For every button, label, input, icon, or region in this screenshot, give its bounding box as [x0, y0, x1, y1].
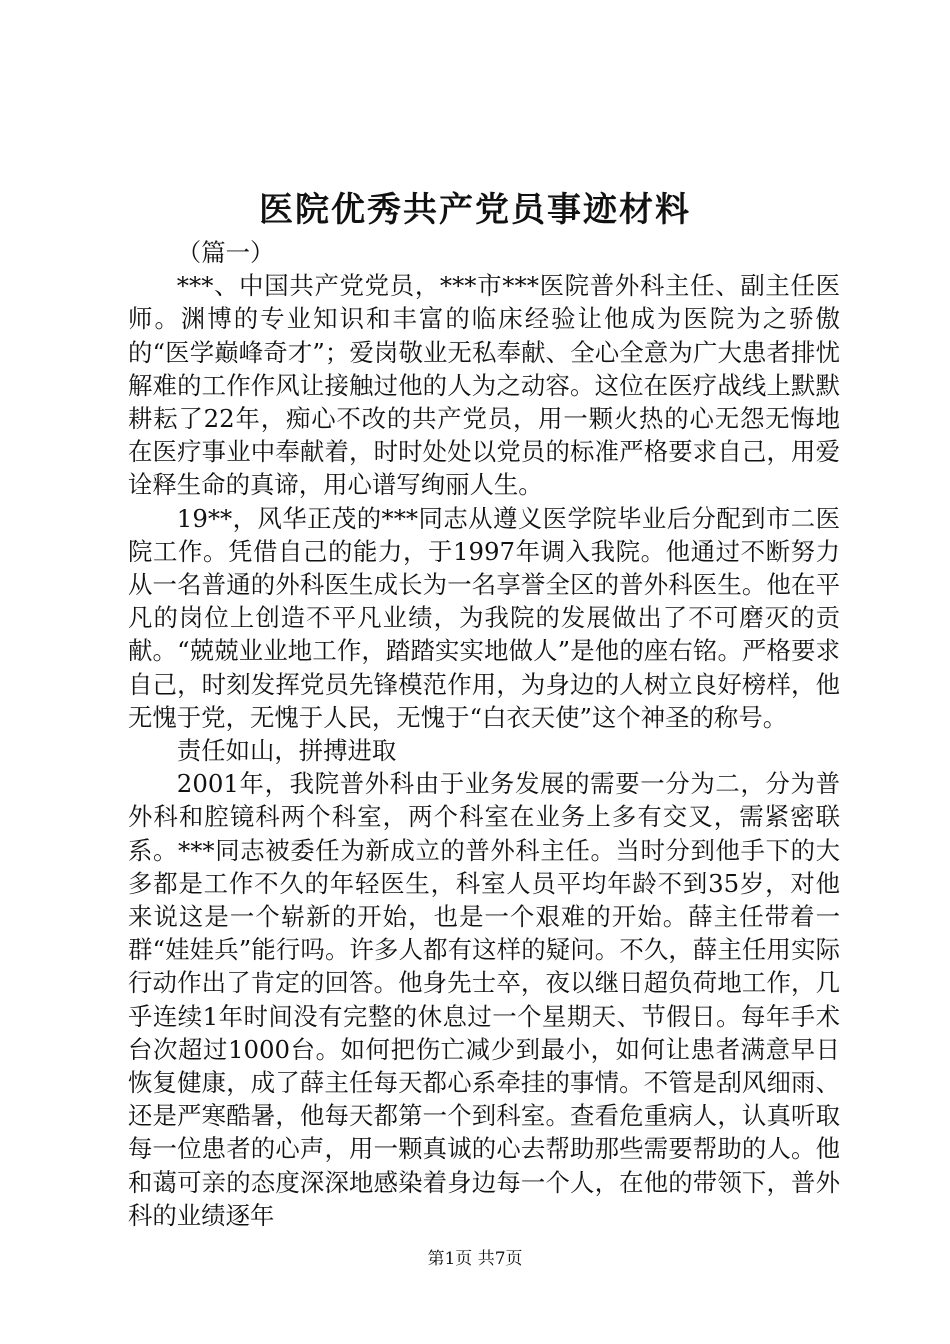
document-title: 医院优秀共产党员事迹材料	[259, 190, 691, 230]
paragraph-career: 19**，风华正茂的***同志从遵义医学院毕业后分配到市二医院工作。凭借自己的能力，于1997年调入我院。他通过不断努力从一名普通的外科医生成长为一名享誉全区的普外科医生。他在平凡的岗位上创造不平凡业绩，为我院的发展做出了不可磨灭的贡献。“兢兢业业地工作，踏踏实实地做人”是他的座右铭。严格要求自己，时刻发挥党员先锋模范作用，为身边的人树立良好榜样，他无愧于党，无愧于人民，无愧于“白衣天使”这个神圣的称号。	[128, 503, 840, 732]
document-body	[128, 236, 840, 1232]
page-footer: 第1页 共7页	[427, 1249, 523, 1269]
paragraph-intro: ***、中国共产党党员，***市***医院普外科主任、副主任医师。渊博的专业知识和丰富的临床经验让他成为医院为之骄傲的“医学巅峰奇才”；爱岗敬业无私奉献、全心全意为广大患者排忧解难的工作作风让接触过他的人为之动容。这位在医疗战线上默默耕耘了22年，痴心不改的共产党员，用一颗火热的心无怨无悔地在医疗事业中奉献着，时时处处以党员的标准严格要求自己，用爱诠释生命的真谛，用心谱写绚丽人生。	[128, 271, 840, 500]
section-label: （篇一）	[176, 238, 275, 267]
subheading: 责任如山，拼搏进取	[176, 736, 397, 766]
paragraph-2001: 2001年，我院普外科由于业务发展的需要一分为二，分为普外科和腔镜科两个科室，两个科室在业务上多有交叉，需紧密联系。***同志被委任为新成立的普外科主任。当时分到他手下的大多都是工作不久的年轻医生，科室人员平均年龄不到35岁，对他来说这是一个崭新的开始，也是一个艰难的开始。薛主任带着一群“娃娃兵”能行吗。许多人都有这样的疑问。不久，薛主任用实际行动作出了肯定的回答。他身先士卒，夜以继日超负荷地工作，几乎连续1年时间没有完整的休息过一个星期天、节假日。每年手术台次超过1000台。如何把伤亡减少到最小，如何让患者满意早日恢复健康，成了薛主任每天都心系牵挂的事情。不管是刮风细雨、还是严寒酷暑，他每天都第一个到科室。查看危重病人，认真听取每一位患者的心声，用一颗真诚的心去帮助那些需要帮助的人。他和蔼可亲的态度深深地感染着身边每一个人，在他的带领下，普外科的业绩逐年	[128, 769, 840, 1230]
